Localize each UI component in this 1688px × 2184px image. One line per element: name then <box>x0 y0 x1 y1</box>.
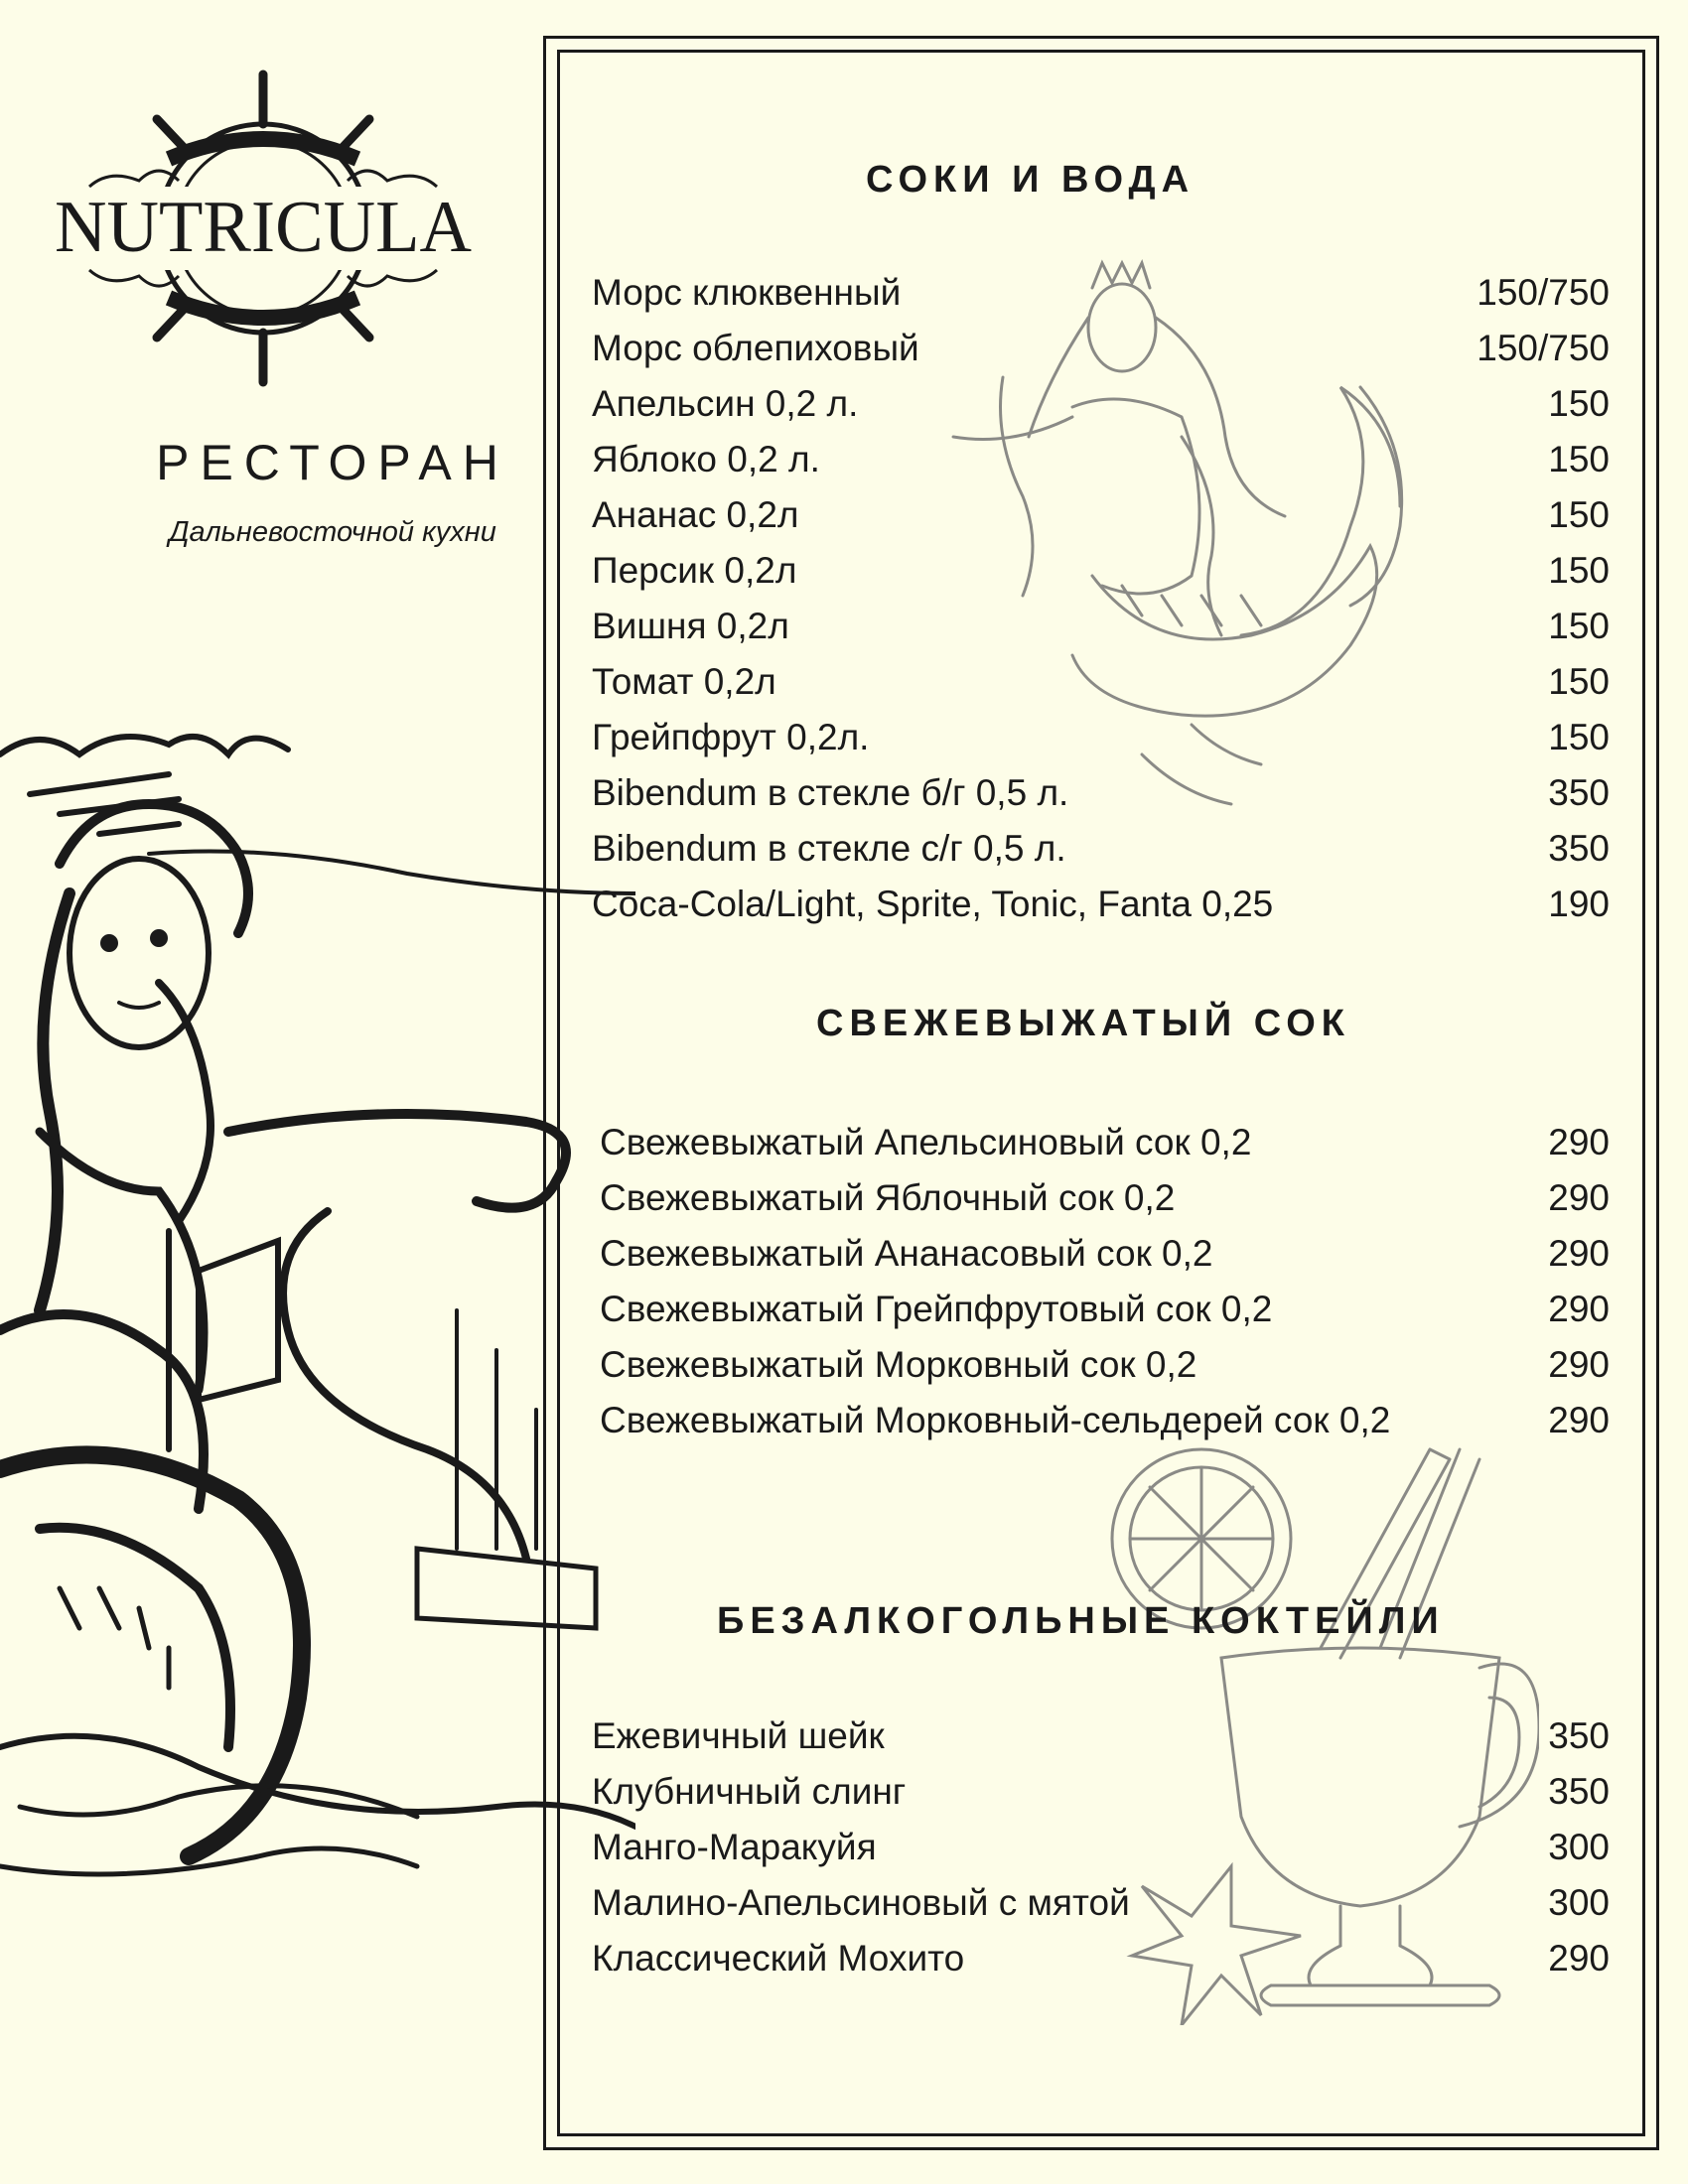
item-name: Свежевыжатый Ананасовый сок 0,2 <box>600 1233 1213 1274</box>
item-price: 150 <box>1548 439 1610 479</box>
menu-item <box>592 433 1610 486</box>
item-name: Bibendum в стекле б/г 0,5 л. <box>592 772 1069 813</box>
item-price: 350 <box>1548 1715 1610 1756</box>
menu-item <box>592 1821 1610 1874</box>
menu-item <box>592 1709 1610 1763</box>
menu-item <box>600 1283 1610 1336</box>
menu-item <box>600 1394 1610 1447</box>
menu-item <box>592 766 1610 820</box>
item-price: 150 <box>1548 494 1610 535</box>
item-price: 150 <box>1548 606 1610 646</box>
item-name: Морс клюквенный <box>592 272 902 313</box>
item-price: 150/750 <box>1477 328 1610 368</box>
menu-item <box>592 488 1610 542</box>
menu-item <box>592 711 1610 764</box>
item-price: 290 <box>1548 1344 1610 1385</box>
item-price: 290 <box>1548 1938 1610 1979</box>
item-price: 150/750 <box>1477 272 1610 313</box>
logo-wordmark: NUTRICULA <box>55 187 472 268</box>
item-name: Персик 0,2л <box>592 550 797 591</box>
menu-item <box>592 822 1610 876</box>
mermaid-engraving-icon <box>0 715 635 1936</box>
item-name: Ежевичный шейк <box>592 1715 885 1756</box>
item-price: 150 <box>1548 661 1610 702</box>
restaurant-subtitle: Дальневосточной кухни <box>169 516 496 548</box>
item-price: 350 <box>1548 1771 1610 1812</box>
item-name: Морс облепиховый <box>592 328 919 368</box>
item-name: Классический Мохито <box>592 1938 965 1979</box>
menu-item <box>600 1338 1610 1392</box>
item-name: Ананас 0,2л <box>592 494 799 535</box>
restaurant-title: РЕСТОРАН <box>156 435 509 490</box>
item-price: 150 <box>1548 383 1610 424</box>
item-name: Вишня 0,2л <box>592 606 789 646</box>
ship-wheel-logo-icon <box>50 69 477 387</box>
item-name: Coca-Cola/Light, Sprite, Tonic, Fanta 0,25 <box>592 884 1274 924</box>
item-name: Малино-Апельсиновый с мятой <box>592 1882 1130 1923</box>
menu-item <box>592 655 1610 709</box>
item-name: Манго-Маракуйя <box>592 1827 877 1867</box>
logo-top-text: RESTAURANT <box>227 158 299 170</box>
item-price: 290 <box>1548 1122 1610 1162</box>
menu-item <box>592 1765 1610 1819</box>
item-price: 290 <box>1548 1233 1610 1274</box>
item-price: 290 <box>1548 1400 1610 1440</box>
item-price: 290 <box>1548 1289 1610 1329</box>
section-title-mocktails: БЕЗАЛКОГОЛЬНЫЕ КОКТЕЙЛИ <box>717 1600 1445 1642</box>
item-price: 190 <box>1548 884 1610 924</box>
restaurant-logo <box>50 69 477 387</box>
item-name: Свежевыжатый Морковный сок 0,2 <box>600 1344 1197 1385</box>
menu-item <box>600 1171 1610 1225</box>
item-price: 290 <box>1548 1177 1610 1218</box>
menu-item <box>592 878 1610 931</box>
menu-item <box>592 1876 1610 1930</box>
item-name: Апельсин 0,2 л. <box>592 383 859 424</box>
section-title-juices-water: СОКИ И ВОДА <box>866 159 1196 201</box>
item-price: 300 <box>1548 1827 1610 1867</box>
item-price: 150 <box>1548 717 1610 757</box>
menu-item <box>600 1227 1610 1281</box>
item-name: Свежевыжатый Яблочный сок 0,2 <box>600 1177 1176 1218</box>
menu-item <box>592 600 1610 653</box>
item-price: 350 <box>1548 828 1610 869</box>
item-price: 350 <box>1548 772 1610 813</box>
menu-item <box>600 1116 1610 1169</box>
section-title-fresh-juice: СВЕЖЕВЫЖАТЫЙ СОК <box>816 1003 1350 1044</box>
menu-item <box>592 322 1610 375</box>
mermaid-on-bench-illustration <box>0 715 635 1936</box>
item-name: Грейпфрут 0,2л. <box>592 717 870 757</box>
item-price: 300 <box>1548 1882 1610 1923</box>
item-price: 150 <box>1548 550 1610 591</box>
menu-item <box>592 266 1610 320</box>
item-name: Клубничный слинг <box>592 1771 907 1812</box>
menu-item <box>592 377 1610 431</box>
item-name: Томат 0,2л <box>592 661 776 702</box>
item-name: Свежевыжатый Апельсиновый сок 0,2 <box>600 1122 1252 1162</box>
item-name: Яблоко 0,2 л. <box>592 439 820 479</box>
item-name: Свежевыжатый Морковный-сельдерей сок 0,2 <box>600 1400 1391 1440</box>
menu-item <box>592 544 1610 598</box>
item-name: Свежевыжатый Грейпфрутовый сок 0,2 <box>600 1289 1273 1329</box>
menu-item <box>592 1932 1610 1985</box>
item-name: Bibendum в стекле с/г 0,5 л. <box>592 828 1066 869</box>
logo-bottom-text: BUSINESS CLUB <box>224 292 302 303</box>
